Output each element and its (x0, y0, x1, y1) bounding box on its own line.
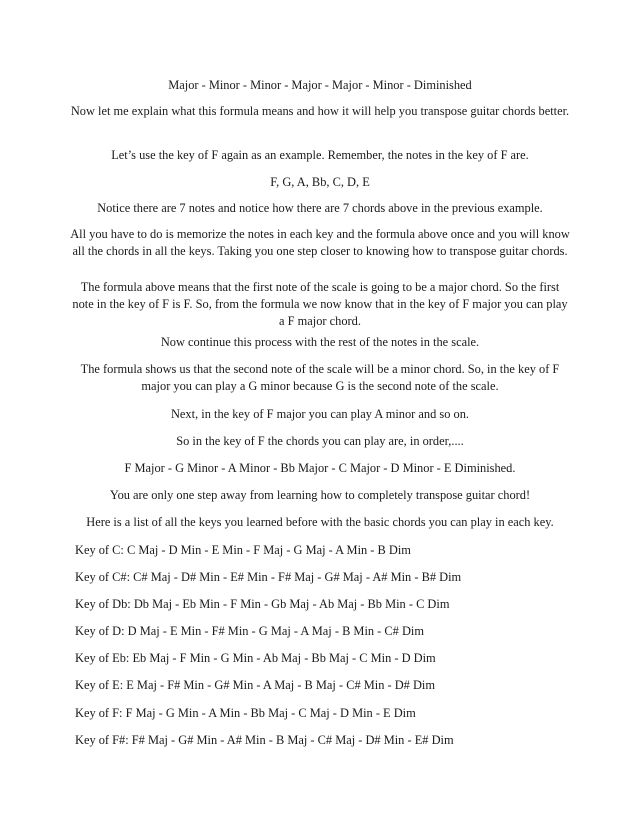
next-paragraph: Next, in the key of F major you can play A minor and so on. (170, 407, 469, 421)
key-of-f-intro: Let’s use the key of F again as an example. Remember, the notes in the key of F are. (111, 148, 529, 162)
explain-paragraph: Now let me explain what this formula means and how it will help you transpose guitar chords better. (70, 104, 570, 118)
chords-in-order-paragraph: So in the key of F the chords you can play are, in order,.... (176, 434, 464, 448)
key-line: Key of C: C Maj - D Min - E Min - F Maj - G Maj - A Min - B Dim (75, 543, 411, 557)
f-chords-line: F Major - G Minor - A Minor - Bb Major - C Major - D Minor - E Diminished. (124, 461, 516, 475)
key-line: Key of F#: F# Maj - G# Min - A# Min - B Maj - C# Maj - D# Min - E# Dim (75, 733, 454, 747)
key-line: Key of D: D Maj - E Min - F# Min - G Maj - A Maj - B Min - C# Dim (75, 624, 424, 638)
key-line: Key of Db: Db Maj - Eb Min - F Min - Gb Maj - Ab Maj - Bb Min - C Dim (75, 597, 450, 611)
list-intro-paragraph: Here is a list of all the keys you learned before with the basic chords you can play in each key. (86, 515, 554, 529)
formula-line: Major - Minor - Minor - Major - Major - Minor - Diminished (168, 78, 472, 92)
formula-meaning-paragraph: The formula above means that the first note of the scale is going to be a major chord. So the first note in the key of F is F. So, from the formula we now know that in the key of F major you can play a F major chord. (72, 280, 568, 328)
memorize-paragraph: All you have to do is memorize the notes in each key and the formula above once and you will know all the chords in all the keys. Taking you one step closer to knowing how to transpose guitar chords. (70, 227, 570, 258)
f-notes-line: F, G, A, Bb, C, D, E (270, 175, 370, 189)
key-line: Key of F: F Maj - G Min - A Min - Bb Maj - C Maj - D Min - E Dim (75, 706, 416, 720)
continue-paragraph: Now continue this process with the rest of the notes in the scale. (160, 335, 480, 349)
key-line: Key of C#: C# Maj - D# Min - E# Min - F# Maj - G# Maj - A# Min - B# Dim (75, 570, 462, 584)
second-note-paragraph: The formula shows us that the second note of the scale will be a minor chord. So, in the key of F major you can play a G minor because G is the second note of the scale. (80, 362, 560, 393)
notice-paragraph: Notice there are 7 notes and notice how there are 7 chords above in the previous example. (97, 201, 543, 215)
key-line: Key of Eb: Eb Maj - F Min - G Min - Ab Maj - Bb Maj - C Min - D Dim (75, 651, 436, 665)
key-line: Key of E: E Maj - F# Min - G# Min - A Maj - B Maj - C# Min - D# Dim (75, 678, 435, 692)
one-step-paragraph: You are only one step away from learning how to completely transpose guitar chord! (109, 488, 531, 502)
